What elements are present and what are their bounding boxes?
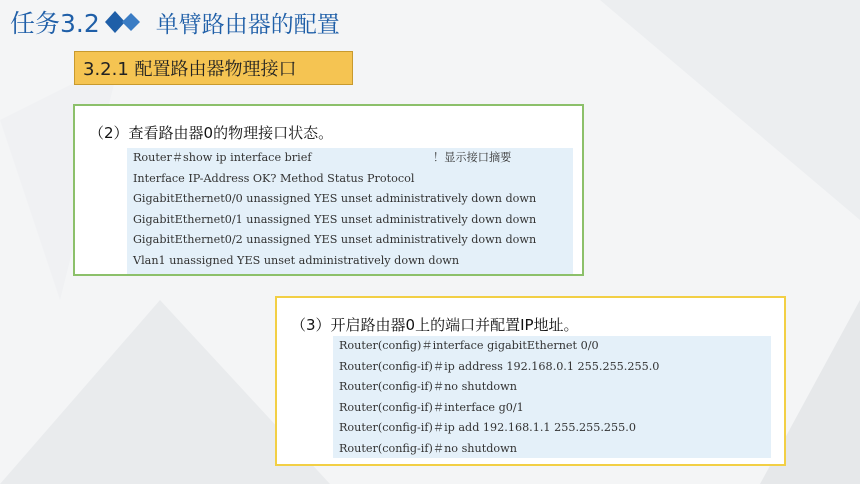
interface-status-heading: （2）查看路由器0的物理接口状态。 — [89, 124, 334, 142]
code-line: Router(config-if)＃no shutdown — [339, 441, 517, 455]
code-line: Router(config-if)＃no shutdown — [339, 380, 517, 394]
page-header — [10, 4, 340, 40]
page-title: 单臂路由器的配置 — [155, 11, 340, 38]
port-config-code — [333, 336, 771, 458]
interface-status-panel — [73, 104, 584, 276]
section-banner-label: 3.2.1 配置路由器物理接口 — [83, 59, 297, 80]
section-banner — [74, 51, 353, 85]
code-line: GigabitEthernet0/1 unassigned YES unset administratively down down — [133, 212, 537, 226]
code-line: Router＃show ip interface brief ！显示接口摘要 — [133, 151, 512, 164]
code-line: Router(config)＃interface gigabitEthernet 0/0 — [339, 339, 599, 352]
diamond-icon — [104, 9, 150, 35]
code-line: Interface IP-Address OK? Method Status Protocol — [133, 171, 415, 185]
port-config-panel — [275, 296, 786, 466]
task-label: 任务3.2 — [10, 9, 100, 38]
port-config-heading: （3）开启路由器0上的端口并配置IP地址。 — [291, 316, 579, 334]
code-comment: ！显示接口摘要 — [433, 151, 512, 164]
code-line: Vlan1 unassigned YES unset administratively down down — [133, 253, 460, 267]
code-line: Router(config-if)＃ip add 192.168.1.1 255.255.255.0 — [339, 421, 636, 435]
code-line: Router(config-if)＃ip address 192.168.0.1 255.255.255.0 — [339, 359, 660, 373]
code-line: GigabitEthernet0/0 unassigned YES unset administratively down down — [133, 192, 537, 206]
code-line: Router(config-if)＃interface g0/1 — [339, 400, 524, 414]
interface-status-code — [127, 148, 573, 274]
code-line: GigabitEthernet0/2 unassigned YES unset administratively down down — [133, 233, 537, 247]
